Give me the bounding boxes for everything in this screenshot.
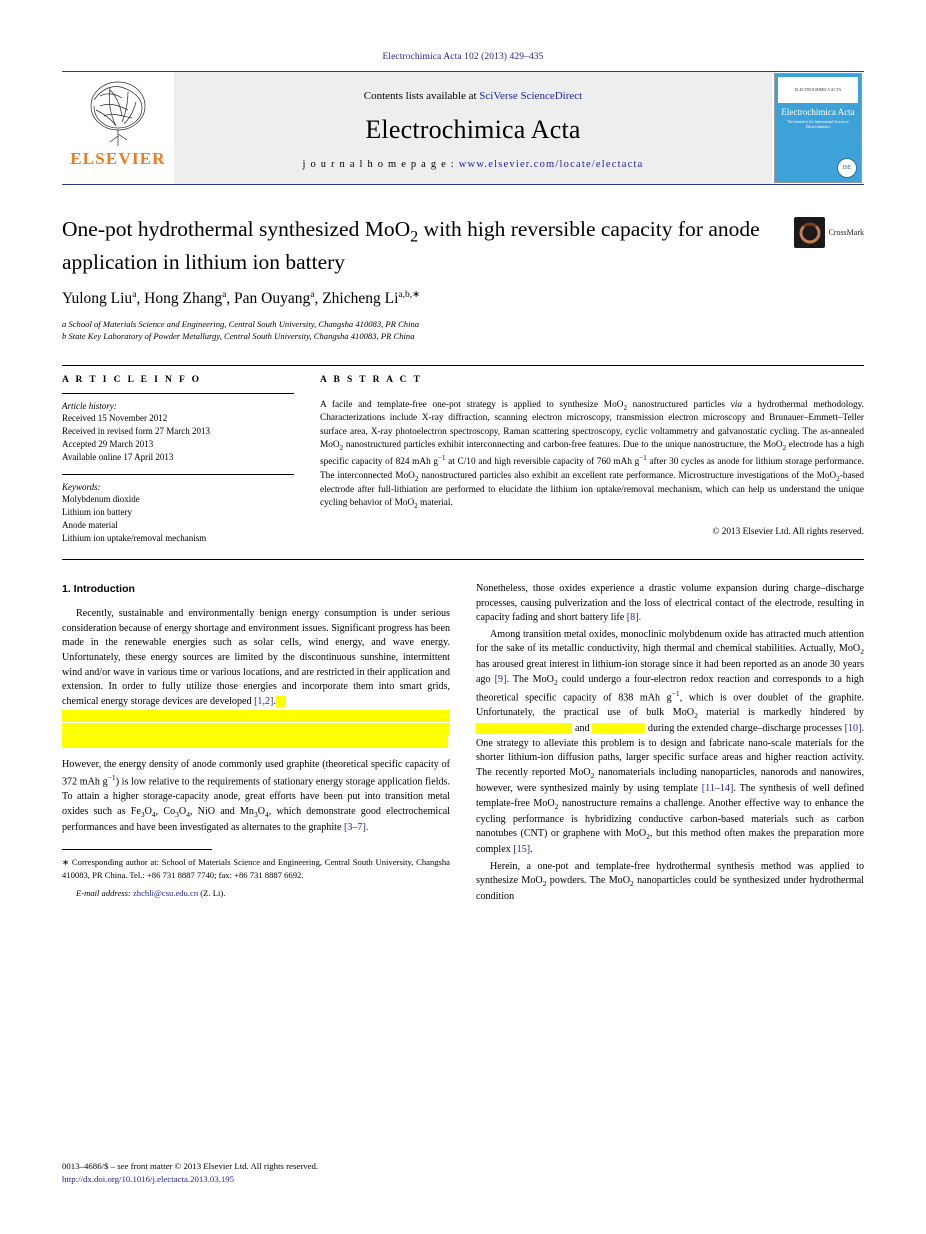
article-info-column	[62, 366, 294, 545]
history-title: Article history:	[62, 400, 117, 411]
abstract-heading: A B S T R A C T	[320, 374, 423, 385]
homepage-prefix: j o u r n a l h o m e p a g e :	[302, 159, 459, 170]
title-block	[62, 215, 864, 343]
body-column-right	[476, 582, 864, 905]
cover-top-text: ELECTROCHIMICA ACTA	[778, 77, 858, 103]
journal-cover	[772, 72, 864, 184]
page-footer	[62, 1160, 318, 1186]
ise-badge: ISE	[837, 158, 857, 178]
keyword-item: Lithium ion uptake/removal mechanism	[62, 532, 207, 543]
footnote-corresponding-author: ∗ Corresponding author at: School of Materials Science and Engineering, Central South University, Changsha 410083, PR China. Tel.: +86 731 8887 7740; fax: +86 731 8887 6692.	[62, 857, 450, 880]
citation-link[interactable]: [15]	[513, 844, 531, 856]
homepage-url-link[interactable]: www.elsevier.com/locate/electacta	[458, 159, 644, 170]
crossmark-icon	[794, 217, 825, 248]
info-divider-bottom	[62, 559, 864, 560]
info-abstract-row	[62, 366, 864, 545]
elsevier-wordmark: ELSEVIER	[70, 149, 166, 168]
citation-link[interactable]: [10]	[844, 723, 862, 734]
email-suffix: (Z. Li).	[198, 887, 226, 898]
affiliations	[62, 318, 864, 342]
journal-cover-image	[774, 73, 862, 183]
history-item: Available online 17 April 2013	[62, 451, 174, 462]
journal-title: Electrochimica Acta	[365, 115, 581, 144]
highlight-marker	[62, 710, 450, 722]
contents-prefix: Contents lists available at	[363, 90, 480, 102]
article-info-heading: A R T I C L E I N F O	[62, 374, 202, 385]
keyword-item: Anode material	[62, 519, 118, 530]
article-info-rule	[62, 393, 294, 394]
journal-masthead	[62, 72, 864, 184]
cover-subtitle: The Journal of the International Society of Electrochemistry	[787, 120, 849, 129]
footnote-divider	[62, 849, 212, 850]
keywords-title: Keywords:	[62, 481, 101, 492]
citation-link[interactable]: [3–7].	[343, 821, 369, 833]
abstract-copyright: © 2013 Elsevier Ltd. All rights reserved.	[712, 527, 864, 538]
highlight-marker	[592, 723, 645, 734]
journal-reference: Electrochimica Acta 102 (2013) 429–435	[382, 52, 544, 62]
journal-banner	[174, 72, 772, 184]
doi-link[interactable]: http://dx.doi.org/10.1016/j.electacta.2013.03.195	[62, 1173, 235, 1184]
paragraph: However, the energy density of anode commonly used graphite (theoretical specific capacity of 372 mAh $g^{-1}$) is low relative to the requirements of stationary energy storage application fields. To attain a higher storage-capacity anode, great efforts have been put into transition metal oxides such as $Fe_3O_4$, $Co_3O_4$, NiO and $Mn_3O_4$, which demonstrate good electrochemical performances and have been investigated as alternates to the graphite [3–7].	[62, 759, 451, 833]
email-label: E-mail address:	[76, 887, 133, 898]
email-link[interactable]: zhchli@csu.edu.cn	[132, 887, 199, 898]
masthead-divider	[62, 184, 864, 185]
citation-link[interactable]: [11–14]	[701, 782, 734, 794]
highlight-marker	[62, 736, 448, 748]
journal-homepage-line	[303, 159, 644, 170]
cover-title: Electrochimica Acta	[781, 107, 855, 117]
body-columns	[62, 582, 864, 905]
paragraph	[62, 607, 450, 709]
history-item: Received 15 November 2012	[62, 412, 168, 423]
crossmark-label: CrossMark	[828, 228, 864, 237]
keyword-item: Lithium ion battery	[62, 506, 132, 517]
elsevier-tree-icon	[80, 76, 156, 148]
affiliation-b: b State Key Laboratory of Powder Metallurgy, Central South University, Changsha 410083, PR China	[62, 331, 415, 342]
highlight-marker	[276, 696, 286, 707]
contents-available-line	[364, 90, 582, 102]
paragraph-text: Nonetheless, those oxides experience a drastic volume expansion during charge–discharge processes, causing pulverization and the loss of electrical contact of the electrode, resulting in capacity fading and short battery life	[476, 582, 864, 624]
paragraph-text: Recently, sustainable and environmentally benign energy consumption is under serious consideration because of energy shortage and environment issues. Significant progress has been made in the renewable energies such as solar cells, wind energy, and wave energy. Unfortunately, these energy sources are limited by the discontinuous sunshine, intermittent wind and/or wave in various time or various locations, and are restricted in their application and extension. In order to fully utilize those energies and incorporate them into smart grids, chemical energy storage devices are developed	[62, 608, 450, 707]
section-heading-introduction: 1. Introduction	[62, 582, 135, 595]
sciencedirect-link[interactable]: SciVerse ScienceDirect	[479, 90, 583, 102]
highlight-marker	[476, 723, 572, 734]
history-item: Received in revised form 27 March 2013	[62, 425, 210, 436]
elsevier-logo	[62, 72, 174, 184]
citation-link[interactable]: [8].	[626, 612, 642, 624]
abstract-column	[320, 366, 864, 545]
paragraph: Herein, a one-pot and template-free hydrothermal synthesis method was applied to synthesize MoO$_2$ powders. The MoO$_2$ nanoparticles could be synthesized under hydrothermal condition	[476, 860, 864, 903]
highlight-marker	[62, 723, 450, 735]
issn-line: 0013–4686/$ – see front matter © 2013 Elsevier Ltd. All rights reserved.	[62, 1160, 319, 1171]
body-column-left	[62, 582, 450, 905]
paragraph: Among transition metal oxides, monoclinic molybdenum oxide has attracted much attention for the sake of its metallic conductivity, high thermal and chemical stabilities. Actually, MoO$_2$ has aroused great interest in lithium-ion storage since it had been reported as an anode 30 years ago [9]. The MoO$_2$ could undergo a four-electron redox reaction and corresponds to a high theoretical specific capacity of 838 mAh $g^{-1}$, which is over doublet of the graphite. Unfortunately, the practical use of bulk MoO$_2$ material is markedly hindered by and during the extended charge–discharge processes [10]. One strategy to alleviate this problem is to design and fabricate nano-scale materials for the shorter lithium-ion diffusion paths, larger specific surface areas and higher reaction activity. The recently reported MoO$_2$ nanomaterials including nanoparticles, nanorods and nanowires, however, were synthesized mainly by using template [11–14]. The synthesis of well defined template-free MoO$_2$ nanostructure remains a challenge. Another effective way to enhance the cycling performance is hybridizing conductive carbon-based materials such as carbon nanotubes (CNT) or graphene with MoO$_2$, but this method often makes the preparation more complex [15].	[476, 628, 864, 856]
abstract-text: A facile and template-free one-pot strategy is applied to synthesize MoO$_2$ nanostructured particles via a hydrothermal methodology. Characterizations include X-ray diffraction, scanning electron microscopy, transmission electron microscopy and Brunauer–Emmett–Teller surface area, X-ray photoelectron spectroscopy, Raman scattering spectroscopy, cyclic voltammetry and galvanostatic cycling. The as-annealed MoO$_2$ nanostructured particles exhibit interconnecting and carbon-free features. Due to the unique nanostructure, the MoO$_2$ electrode has a high specific capacity of 824 mAh $g^{-1}$ at C/10 and high reversible capacity of 760 mAh $g^{-1}$ after 30 cycles as anode for lithium storage performance. The interconnected MoO$_2$ nanostructured particles also exhibit an excellent rate performance. Microstructure investigations of the MoO$_2$-based electrode after full-lithiation are performed to elucidate the lithium ion uptake/removal mechanism, which can help us understand the unique cycling behavior of MoO$_2$ material.	[320, 399, 864, 511]
crossmark-badge[interactable]	[794, 217, 864, 248]
paragraph	[476, 582, 864, 626]
history-item: Accepted 29 March 2013	[62, 438, 154, 449]
affiliation-a: a School of Materials Science and Engineering, Central South University, Changsha 410083, PR China	[62, 319, 420, 330]
author-list: Yulong Liu$^a$, Hong Zhang$^a$, Pan Ouyang$^a$, Zhicheng $Li^{a,b,∗}$	[62, 289, 421, 308]
keywords-rule	[62, 474, 294, 475]
page-title: One-pot hydrothermal synthesized MoO$_2$ with high reversible capacity for anode application in lithium ion battery	[62, 217, 760, 274]
footnote-email	[62, 887, 450, 899]
citation-link[interactable]: [1,2].	[254, 695, 276, 707]
keyword-item: Molybdenum dioxide	[62, 493, 140, 504]
citation-link[interactable]: [9]	[494, 674, 507, 686]
